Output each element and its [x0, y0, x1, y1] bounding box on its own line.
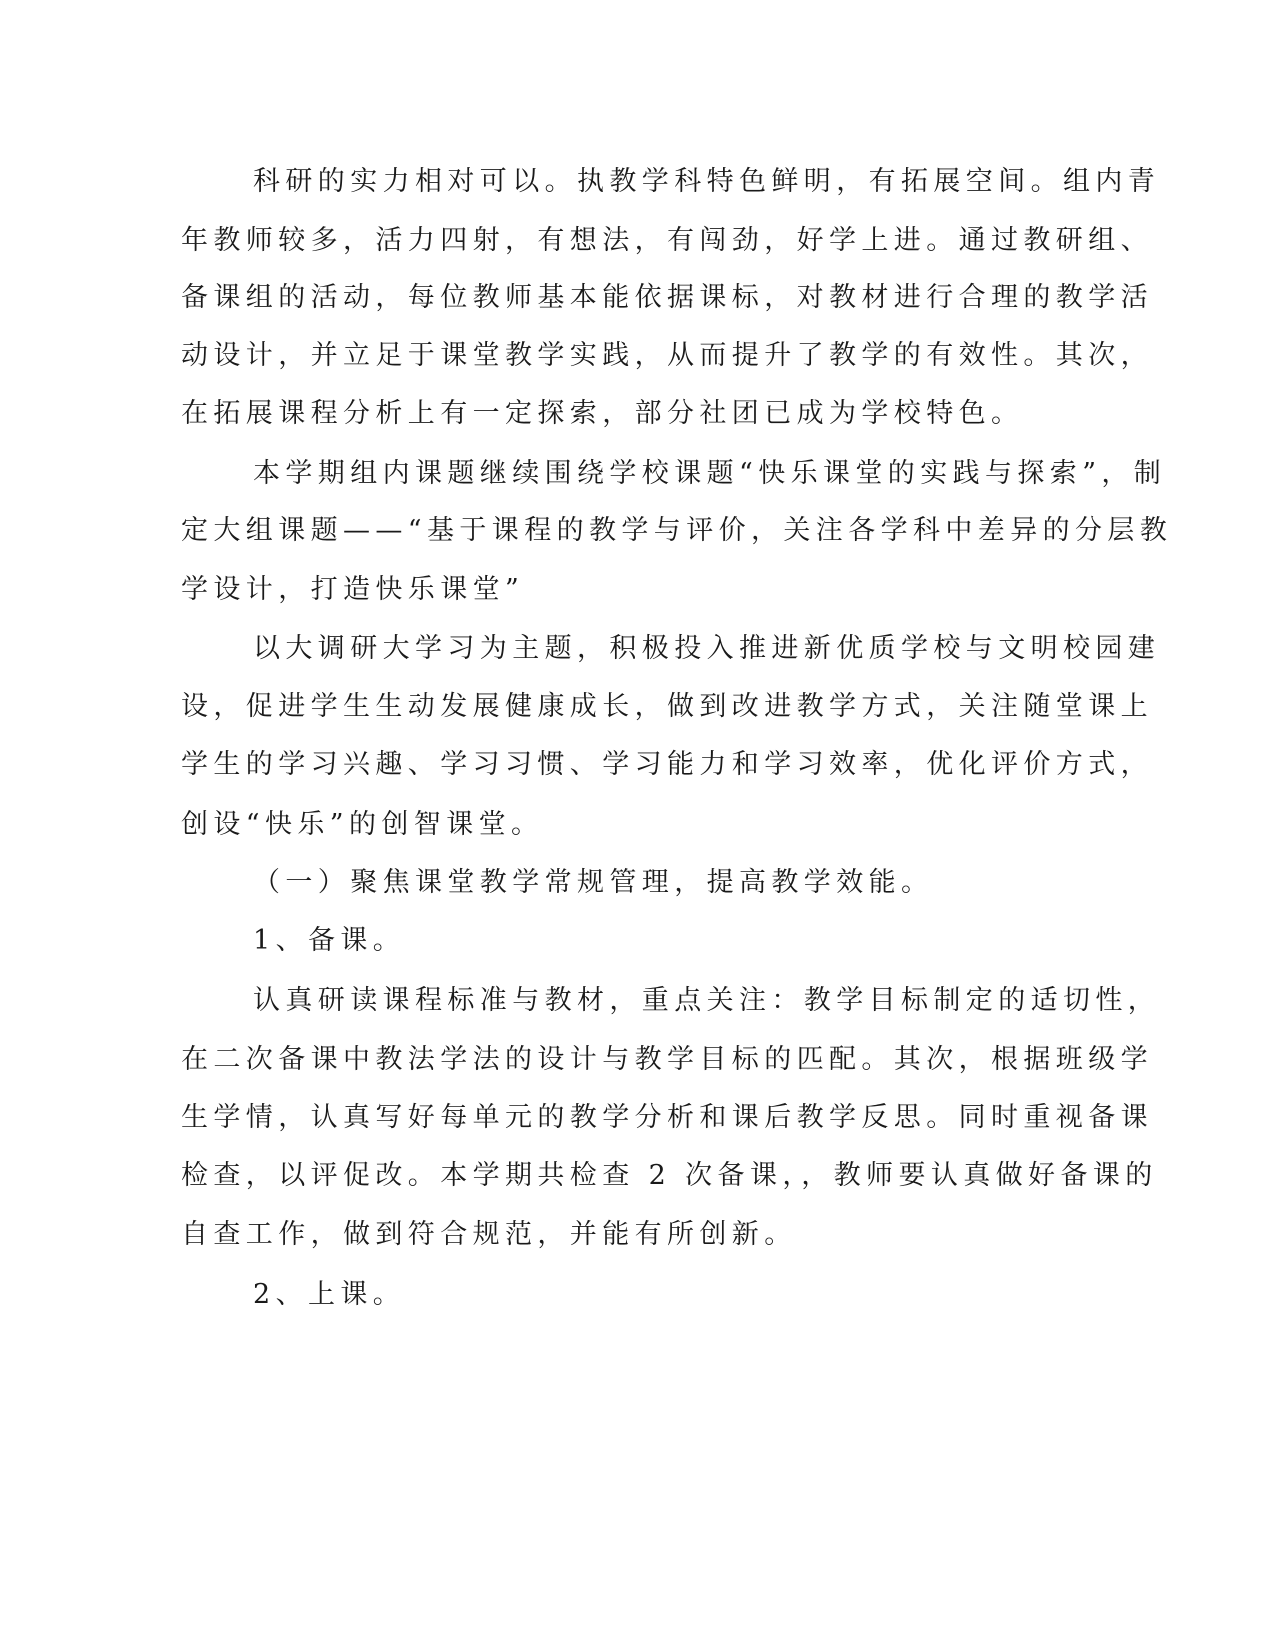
text-line: 在二次备课中教法学法的设计与教学目标的匹配。其次，根据班级学: [181, 1044, 1153, 1075]
text-line: 本学期组内课题继续围绕学校课题“快乐课堂的实践与探索”，制: [253, 458, 1167, 489]
subsection-heading: 1、备课。: [253, 925, 406, 956]
text-line: 学设计，打造快乐课堂”: [181, 574, 525, 605]
text-line: 动设计，并立足于课堂教学实践，从而提升了教学的有效性。其次，: [181, 340, 1153, 371]
text-line: 定大组课题——“基于课程的教学与评价，关注各学科中差异的分层教: [181, 515, 1173, 546]
text-line: 认真研读课程标准与教材，重点关注：教学目标制定的适切性，: [253, 985, 1161, 1016]
subsection-heading: 2、上课。: [253, 1279, 406, 1310]
text-line: 设，促进学生生动发展健康成长，做到改进教学方式，关注随堂课上: [181, 691, 1153, 722]
section-heading: （一）聚焦课堂教学常规管理，提高教学效能。: [253, 867, 934, 898]
text-line: 生学情，认真写好每单元的教学分析和课后教学反思。同时重视备课: [181, 1102, 1153, 1133]
text-line: 年教师较多，活力四射，有想法，有闯劲，好学上进。通过教研组、: [181, 225, 1153, 256]
text-line: 科研的实力相对可以。执教学科特色鲜明，有拓展空间。组内青: [253, 166, 1161, 197]
text-line: 检查，以评促改。本学期共检查 2 次备课，，教师要认真做好备课的: [181, 1160, 1158, 1191]
text-line: 创设“快乐”的创智课堂。: [181, 809, 544, 840]
text-line: 备课组的活动，每位教师基本能依据课标，对教材进行合理的教学活: [181, 282, 1153, 313]
text-line: 自查工作，做到符合规范，并能有所创新。: [181, 1219, 797, 1250]
text-line: 学生的学习兴趣、学习习惯、学习能力和学习效率，优化评价方式，: [181, 749, 1153, 780]
text-line: 在拓展课程分析上有一定探索，部分社团已成为学校特色。: [181, 398, 1024, 429]
text-line: 以大调研大学习为主题，积极投入推进新优质学校与文明校园建: [253, 633, 1161, 664]
